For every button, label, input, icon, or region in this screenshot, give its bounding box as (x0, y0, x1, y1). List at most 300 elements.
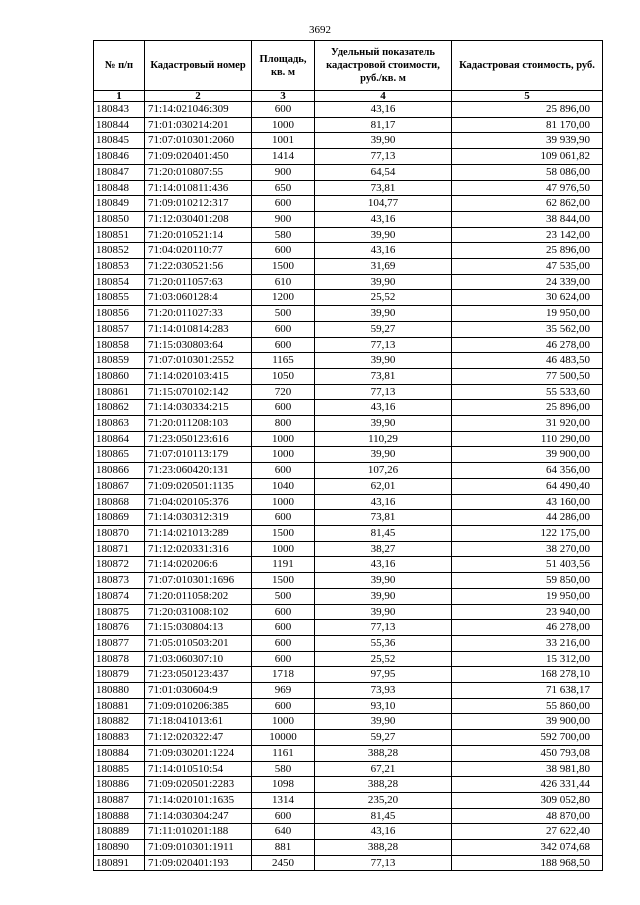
row-index: 180858 (94, 337, 145, 353)
column-number: 5 (452, 91, 603, 102)
cadastral-value: 39 900,00 (452, 714, 603, 730)
cadastral-table (93, 40, 603, 871)
cadastral-number: 71:07:010113:179 (145, 447, 252, 463)
cadastral-number: 71:09:020501:2283 (145, 777, 252, 793)
area: 881 (252, 840, 315, 856)
cadastral-value: 31 920,00 (452, 416, 603, 432)
row-index: 180869 (94, 510, 145, 526)
cadastral-number: 71:22:030521:56 (145, 259, 252, 275)
cadastral-number: 71:14:021013:289 (145, 525, 252, 541)
row-index: 180848 (94, 180, 145, 196)
table-row (94, 353, 603, 369)
cadastral-number: 71:14:020103:415 (145, 368, 252, 384)
table-row (94, 761, 603, 777)
cadastral-number: 71:09:010301:1911 (145, 840, 252, 856)
cadastral-number: 71:20:011208:103 (145, 416, 252, 432)
unit-value: 388,28 (315, 840, 452, 856)
cadastral-number: 71:09:030201:1224 (145, 745, 252, 761)
row-index: 180843 (94, 102, 145, 118)
cadastral-value: 27 622,40 (452, 824, 603, 840)
cadastral-value: 58 086,00 (452, 164, 603, 180)
area: 600 (252, 463, 315, 479)
area: 1718 (252, 667, 315, 683)
cadastral-value: 19 950,00 (452, 588, 603, 604)
unit-value: 81,45 (315, 525, 452, 541)
table-row (94, 478, 603, 494)
unit-value: 77,13 (315, 149, 452, 165)
unit-value: 31,69 (315, 259, 452, 275)
table-row (94, 698, 603, 714)
cadastral-number: 71:23:050123:616 (145, 431, 252, 447)
cadastral-number: 71:01:030604:9 (145, 683, 252, 699)
header-area: Площадь, кв. м (252, 41, 315, 91)
cadastral-value: 59 850,00 (452, 573, 603, 589)
unit-value: 64,54 (315, 164, 452, 180)
cadastral-value: 309 052,80 (452, 792, 603, 808)
table-row (94, 463, 603, 479)
table-row (94, 227, 603, 243)
cadastral-number: 71:20:011058:202 (145, 588, 252, 604)
cadastral-number: 71:09:010212:317 (145, 196, 252, 212)
table-row (94, 196, 603, 212)
unit-value: 77,13 (315, 337, 452, 353)
area: 580 (252, 227, 315, 243)
table-row (94, 306, 603, 322)
area: 720 (252, 384, 315, 400)
area: 900 (252, 211, 315, 227)
unit-value: 39,90 (315, 227, 452, 243)
row-index: 180878 (94, 651, 145, 667)
area: 1050 (252, 368, 315, 384)
row-index: 180850 (94, 211, 145, 227)
unit-value: 81,17 (315, 117, 452, 133)
table-row (94, 683, 603, 699)
table-row (94, 400, 603, 416)
table-row (94, 102, 603, 118)
table-row (94, 808, 603, 824)
unit-value: 97,95 (315, 667, 452, 683)
table-row (94, 730, 603, 746)
header-cadastral-value: Кадастровая стоимость, руб. (452, 41, 603, 91)
cadastral-number: 71:09:020501:1135 (145, 478, 252, 494)
cadastral-number: 71:20:031008:102 (145, 604, 252, 620)
table-row (94, 243, 603, 259)
row-index: 180882 (94, 714, 145, 730)
row-index: 180860 (94, 368, 145, 384)
cadastral-value: 35 562,00 (452, 321, 603, 337)
table-row (94, 211, 603, 227)
table-row (94, 792, 603, 808)
table-row (94, 635, 603, 651)
row-index: 180890 (94, 840, 145, 856)
table-row (94, 651, 603, 667)
cadastral-value: 38 981,80 (452, 761, 603, 777)
area: 600 (252, 620, 315, 636)
unit-value: 25,52 (315, 651, 452, 667)
cadastral-value: 23 142,00 (452, 227, 603, 243)
unit-value: 43,16 (315, 102, 452, 118)
unit-value: 43,16 (315, 494, 452, 510)
unit-value: 38,27 (315, 541, 452, 557)
area: 900 (252, 164, 315, 180)
cadastral-number: 71:12:020322:47 (145, 730, 252, 746)
row-index: 180849 (94, 196, 145, 212)
table-row (94, 525, 603, 541)
unit-value: 43,16 (315, 211, 452, 227)
unit-value: 59,27 (315, 321, 452, 337)
cadastral-value: 592 700,00 (452, 730, 603, 746)
cadastral-number: 71:01:030214:201 (145, 117, 252, 133)
cadastral-value: 77 500,50 (452, 368, 603, 384)
area: 1000 (252, 714, 315, 730)
row-index: 180859 (94, 353, 145, 369)
table-row (94, 164, 603, 180)
row-index: 180857 (94, 321, 145, 337)
cadastral-number: 71:07:010301:2552 (145, 353, 252, 369)
table-row (94, 447, 603, 463)
area: 1500 (252, 259, 315, 275)
unit-value: 39,90 (315, 714, 452, 730)
row-index: 180886 (94, 777, 145, 793)
table-row (94, 368, 603, 384)
cadastral-number: 71:14:010510:54 (145, 761, 252, 777)
cadastral-value: 25 896,00 (452, 102, 603, 118)
table-row (94, 133, 603, 149)
cadastral-value: 23 940,00 (452, 604, 603, 620)
unit-value: 39,90 (315, 416, 452, 432)
area: 650 (252, 180, 315, 196)
cadastral-value: 33 216,00 (452, 635, 603, 651)
cadastral-number: 71:03:060128:4 (145, 290, 252, 306)
column-number: 3 (252, 91, 315, 102)
cadastral-value: 39 900,00 (452, 447, 603, 463)
table-row (94, 384, 603, 400)
unit-value: 43,16 (315, 400, 452, 416)
unit-value: 81,45 (315, 808, 452, 824)
cadastral-value: 122 175,00 (452, 525, 603, 541)
unit-value: 235,20 (315, 792, 452, 808)
cadastral-value: 71 638,17 (452, 683, 603, 699)
table-row (94, 494, 603, 510)
unit-value: 62,01 (315, 478, 452, 494)
row-index: 180891 (94, 855, 145, 871)
cadastral-number: 71:15:030804:13 (145, 620, 252, 636)
area: 600 (252, 196, 315, 212)
cadastral-number: 71:07:010301:2060 (145, 133, 252, 149)
column-number: 4 (315, 91, 452, 102)
row-index: 180864 (94, 431, 145, 447)
area: 500 (252, 306, 315, 322)
cadastral-value: 168 278,10 (452, 667, 603, 683)
cadastral-value: 39 939,90 (452, 133, 603, 149)
table-row (94, 180, 603, 196)
row-index: 180870 (94, 525, 145, 541)
cadastral-number: 71:03:060307:10 (145, 651, 252, 667)
cadastral-number: 71:09:020401:450 (145, 149, 252, 165)
cadastral-number: 71:09:020401:193 (145, 855, 252, 871)
cadastral-value: 81 170,00 (452, 117, 603, 133)
unit-value: 39,90 (315, 274, 452, 290)
area: 600 (252, 698, 315, 714)
area: 600 (252, 400, 315, 416)
area: 1000 (252, 447, 315, 463)
unit-value: 39,90 (315, 306, 452, 322)
page-number: 3692 (309, 24, 331, 36)
unit-value: 43,16 (315, 557, 452, 573)
row-index: 180861 (94, 384, 145, 400)
area: 1000 (252, 431, 315, 447)
cadastral-number: 71:23:060420:131 (145, 463, 252, 479)
cadastral-value: 55 860,00 (452, 698, 603, 714)
cadastral-number: 71:11:010201:188 (145, 824, 252, 840)
area: 600 (252, 604, 315, 620)
cadastral-number: 71:14:020206:6 (145, 557, 252, 573)
cadastral-value: 44 286,00 (452, 510, 603, 526)
unit-value: 73,81 (315, 510, 452, 526)
table-row (94, 588, 603, 604)
area: 1500 (252, 525, 315, 541)
unit-value: 107,26 (315, 463, 452, 479)
area: 1200 (252, 290, 315, 306)
row-index: 180879 (94, 667, 145, 683)
cadastral-number: 71:12:030401:208 (145, 211, 252, 227)
area: 1414 (252, 149, 315, 165)
area: 10000 (252, 730, 315, 746)
cadastral-number: 71:23:050123:437 (145, 667, 252, 683)
cadastral-number: 71:18:041013:61 (145, 714, 252, 730)
cadastral-number: 71:14:020101:1635 (145, 792, 252, 808)
cadastral-number: 71:04:020105:376 (145, 494, 252, 510)
cadastral-value: 46 278,00 (452, 620, 603, 636)
area: 600 (252, 321, 315, 337)
column-number: 1 (94, 91, 145, 102)
row-index: 180868 (94, 494, 145, 510)
table-row (94, 274, 603, 290)
row-index: 180887 (94, 792, 145, 808)
area: 1500 (252, 573, 315, 589)
area: 2450 (252, 855, 315, 871)
unit-value: 39,90 (315, 588, 452, 604)
table-row (94, 431, 603, 447)
row-index: 180889 (94, 824, 145, 840)
unit-value: 77,13 (315, 855, 452, 871)
cadastral-value: 51 403,56 (452, 557, 603, 573)
area: 800 (252, 416, 315, 432)
row-index: 180845 (94, 133, 145, 149)
header-row (94, 41, 603, 91)
area: 1000 (252, 117, 315, 133)
cadastral-number: 71:14:010811:436 (145, 180, 252, 196)
cadastral-value: 15 312,00 (452, 651, 603, 667)
unit-value: 25,52 (315, 290, 452, 306)
row-index: 180877 (94, 635, 145, 651)
table-body (94, 102, 603, 871)
cadastral-value: 19 950,00 (452, 306, 603, 322)
table-row (94, 510, 603, 526)
area: 600 (252, 635, 315, 651)
cadastral-number: 71:07:010301:1696 (145, 573, 252, 589)
cadastral-value: 64 356,00 (452, 463, 603, 479)
column-number-row (94, 91, 603, 102)
cadastral-number: 71:14:030312:319 (145, 510, 252, 526)
area: 640 (252, 824, 315, 840)
header-unit-value: Удельный показатель кадастровой стоимости, руб./кв. м (315, 41, 452, 91)
area: 1000 (252, 541, 315, 557)
cadastral-value: 188 968,50 (452, 855, 603, 871)
unit-value: 39,90 (315, 573, 452, 589)
cadastral-value: 55 533,60 (452, 384, 603, 400)
table-row (94, 824, 603, 840)
area: 600 (252, 102, 315, 118)
area: 969 (252, 683, 315, 699)
row-index: 180883 (94, 730, 145, 746)
row-index: 180847 (94, 164, 145, 180)
area: 1165 (252, 353, 315, 369)
cadastral-value: 110 290,00 (452, 431, 603, 447)
table-row (94, 259, 603, 275)
unit-value: 388,28 (315, 777, 452, 793)
unit-value: 39,90 (315, 604, 452, 620)
area: 1098 (252, 777, 315, 793)
cadastral-value: 24 339,00 (452, 274, 603, 290)
table-row (94, 117, 603, 133)
header-cadastral-number: Кадастровый номер (145, 41, 252, 91)
unit-value: 55,36 (315, 635, 452, 651)
unit-value: 93,10 (315, 698, 452, 714)
cadastral-value: 48 870,00 (452, 808, 603, 824)
row-index: 180880 (94, 683, 145, 699)
unit-value: 110,29 (315, 431, 452, 447)
area: 1161 (252, 745, 315, 761)
row-index: 180871 (94, 541, 145, 557)
unit-value: 77,13 (315, 384, 452, 400)
row-index: 180874 (94, 588, 145, 604)
row-index: 180866 (94, 463, 145, 479)
table-row (94, 541, 603, 557)
row-index: 180875 (94, 604, 145, 620)
area: 1191 (252, 557, 315, 573)
row-index: 180863 (94, 416, 145, 432)
table-row (94, 620, 603, 636)
area: 610 (252, 274, 315, 290)
unit-value: 67,21 (315, 761, 452, 777)
cadastral-value: 47 976,50 (452, 180, 603, 196)
table-row (94, 714, 603, 730)
cadastral-number: 71:20:011057:63 (145, 274, 252, 290)
table-row (94, 337, 603, 353)
area: 1001 (252, 133, 315, 149)
table-row (94, 604, 603, 620)
table-row (94, 745, 603, 761)
row-index: 180881 (94, 698, 145, 714)
cadastral-value: 47 535,00 (452, 259, 603, 275)
row-index: 180855 (94, 290, 145, 306)
cadastral-value: 43 160,00 (452, 494, 603, 510)
cadastral-number: 71:20:010521:14 (145, 227, 252, 243)
cadastral-value: 46 278,00 (452, 337, 603, 353)
cadastral-number: 71:15:070102:142 (145, 384, 252, 400)
cadastral-value: 38 270,00 (452, 541, 603, 557)
table-row (94, 321, 603, 337)
unit-value: 43,16 (315, 243, 452, 259)
unit-value: 39,90 (315, 353, 452, 369)
area: 1314 (252, 792, 315, 808)
header-index: № п/п (94, 41, 145, 91)
row-index: 180865 (94, 447, 145, 463)
unit-value: 43,16 (315, 824, 452, 840)
area: 600 (252, 337, 315, 353)
table-row (94, 290, 603, 306)
row-index: 180888 (94, 808, 145, 824)
row-index: 180867 (94, 478, 145, 494)
cadastral-number: 71:20:010807:55 (145, 164, 252, 180)
cadastral-value: 62 862,00 (452, 196, 603, 212)
unit-value: 73,81 (315, 368, 452, 384)
area: 580 (252, 761, 315, 777)
unit-value: 77,13 (315, 620, 452, 636)
area: 600 (252, 510, 315, 526)
cadastral-value: 450 793,08 (452, 745, 603, 761)
cadastral-number: 71:14:010814:283 (145, 321, 252, 337)
row-index: 180851 (94, 227, 145, 243)
table-row (94, 855, 603, 871)
row-index: 180873 (94, 573, 145, 589)
unit-value: 73,93 (315, 683, 452, 699)
table-row (94, 777, 603, 793)
table-row (94, 416, 603, 432)
cadastral-value: 30 624,00 (452, 290, 603, 306)
cadastral-value: 25 896,00 (452, 243, 603, 259)
row-index: 180862 (94, 400, 145, 416)
cadastral-value: 342 074,68 (452, 840, 603, 856)
unit-value: 388,28 (315, 745, 452, 761)
row-index: 180876 (94, 620, 145, 636)
unit-value: 39,90 (315, 133, 452, 149)
cadastral-value: 426 331,44 (452, 777, 603, 793)
area: 1040 (252, 478, 315, 494)
row-index: 180872 (94, 557, 145, 573)
cadastral-number: 71:14:021046:309 (145, 102, 252, 118)
row-index: 180856 (94, 306, 145, 322)
cadastral-value: 109 061,82 (452, 149, 603, 165)
cadastral-number: 71:04:020110:77 (145, 243, 252, 259)
column-number: 2 (145, 91, 252, 102)
table-row (94, 573, 603, 589)
cadastral-number: 71:05:010503:201 (145, 635, 252, 651)
cadastral-number: 71:12:020331:316 (145, 541, 252, 557)
cadastral-value: 64 490,40 (452, 478, 603, 494)
row-index: 180844 (94, 117, 145, 133)
table-row (94, 667, 603, 683)
table-row (94, 557, 603, 573)
cadastral-number: 71:14:030334:215 (145, 400, 252, 416)
area: 1000 (252, 494, 315, 510)
cadastral-number: 71:09:010206:385 (145, 698, 252, 714)
area: 600 (252, 651, 315, 667)
row-index: 180846 (94, 149, 145, 165)
unit-value: 73,81 (315, 180, 452, 196)
cadastral-value: 25 896,00 (452, 400, 603, 416)
cadastral-value: 38 844,00 (452, 211, 603, 227)
unit-value: 59,27 (315, 730, 452, 746)
row-index: 180853 (94, 259, 145, 275)
cadastral-number: 71:20:011027:33 (145, 306, 252, 322)
row-index: 180854 (94, 274, 145, 290)
cadastral-number: 71:14:030304:247 (145, 808, 252, 824)
row-index: 180852 (94, 243, 145, 259)
unit-value: 39,90 (315, 447, 452, 463)
table-row (94, 149, 603, 165)
